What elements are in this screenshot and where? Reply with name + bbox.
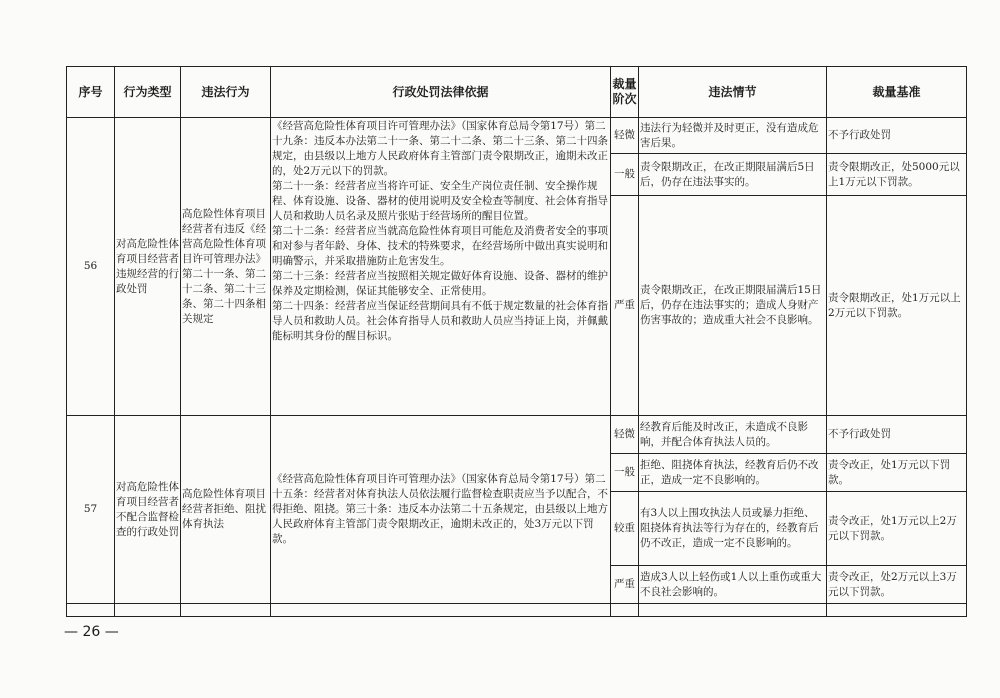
header-violation: 违法行为 (181, 67, 271, 118)
standard-cell: 责令限期改正，处1万元以上2万元以下罚款。 (827, 196, 967, 416)
table-row (67, 118, 967, 154)
header-standard: 裁量基准 (827, 67, 967, 118)
legal-paragraph: 第二十三条：经营者应当按照相关规定做好体育设施、设备、器材的维护保养及定期检测，保证其能够安全、正常使用。 (272, 270, 608, 297)
row-57-behavior-type: 对高危险性体育项目经营者不配合监督检查的行政处罚 (115, 416, 181, 604)
circumstance-cell: 拒绝、阻挠体育执法，经教育后仍不改正，造成一定不良影响的。 (639, 454, 827, 492)
circumstance-cell: 经教育后能及时改正，未造成不良影响，并配合体育执法人员的。 (639, 416, 827, 454)
level-cell: 一般 (611, 154, 639, 196)
level-cell: 轻微 (611, 416, 639, 454)
standard-cell: 责令改正，处2万元以上3万元以下罚款。 (827, 566, 967, 604)
table-header-row (67, 67, 967, 118)
level-cell: 一般 (611, 454, 639, 492)
legal-paragraph: 第二十二条：经营者应当就高危险性体育项目可能危及消费者安全的事项和对参与者年龄、身体、技术的特殊要求，在经营场所中做出真实说明和明确警示，并采取措施防止危害发生。 (272, 225, 608, 267)
standard-cell: 责令改正，处1万元以上2万元以下罚款。 (827, 492, 967, 566)
discretion-standard-table (66, 66, 967, 617)
table-row (67, 416, 967, 454)
level-cell: 严重 (611, 566, 639, 604)
circumstance-cell: 责令限期改正，在改正期限届满后5日后，仍存在违法事实的。 (639, 154, 827, 196)
empty-cell (827, 604, 967, 617)
standard-cell: 责令改正，处1万元以下罚款。 (827, 454, 967, 492)
empty-cell (639, 604, 827, 617)
circumstance-cell: 造成3人以上轻伤或1人以上重伤或重大不良社会影响的。 (639, 566, 827, 604)
standard-cell: 不予行政处罚 (827, 416, 967, 454)
page-number: — 26 — (64, 624, 119, 640)
level-cell: 严重 (611, 196, 639, 416)
standard-cell: 责令限期改正，处5000元以上1万元以下罚款。 (827, 154, 967, 196)
empty-cell (181, 604, 271, 617)
row-57-seq: 57 (67, 416, 115, 604)
row-57-violation: 高危险性体育项目经营者拒绝、阻扰体育执法 (181, 416, 271, 604)
header-circumstances: 违法情节 (639, 67, 827, 118)
level-cell: 较重 (611, 492, 639, 566)
header-legal-basis: 行政处罚法律依据 (271, 67, 611, 118)
row-56-violation: 高危险性体育项目经营者有违反《经营高危险性体育项目许可管理办法》第二十一条、第二十二条、第二十三条、第二十四条相关规定 (181, 118, 271, 416)
empty-cell (611, 604, 639, 617)
header-level: 裁量阶次 (611, 67, 639, 118)
circumstance-cell: 责令限期改正，在改正期限届满后15日后，仍存在违法事实的；造成人身财产伤害事故的；造成重大社会不良影响。 (639, 196, 827, 416)
circumstance-cell: 违法行为轻微并及时更正，没有造成危害后果。 (639, 118, 827, 154)
row-57-legal-basis: 《经营高危险性体育项目许可管理办法》（国家体育总局令第17号）第二十五条：经营者对体育执法人员依法履行监督检查职责应当予以配合，不得拒绝、阻挠。第三十条：违反本办法第二十五条规定，由县级以上地方人民政府体育主管部门责令限期改正，逾期未改正的，处3万元以下罚款。 (271, 416, 611, 604)
empty-cell (67, 604, 115, 617)
circumstance-cell: 有3人以上围攻执法人员或暴力拒绝、阻挠体育执法等行为存在的，经教育后仍不改正，造成一定不良影响的。 (639, 492, 827, 566)
legal-paragraph: 第二十一条：经营者应当将许可证、安全生产岗位责任制、安全操作规程、体育设施、设备、器材的使用说明及安全检查等制度、社会体育指导人员和救助人员名录及照片张贴于经营场所的醒目位置。 (272, 180, 608, 222)
empty-cell (115, 604, 181, 617)
row-56-legal-basis (271, 118, 611, 416)
empty-cell (271, 604, 611, 617)
row-56-seq: 56 (67, 118, 115, 416)
legal-paragraph: 第二十四条：经营者应当保证经营期间具有不低于规定数量的社会体育指导人员和救助人员。社会体育指导人员和救助人员应当持证上岗，并佩戴能标明其身份的醒目标识。 (272, 300, 608, 342)
header-seq: 序号 (67, 67, 115, 118)
legal-paragraph: 《经营高危险性体育项目许可管理办法》（国家体育总局令第17号）第二十九条：违反本办法第二十一条、第二十二条、第二十三条、第二十四条规定，由县级以上地方人民政府体育主管部门责令限期改正，逾期未改正的，处2万元以下的罚款。 (272, 120, 608, 177)
standard-cell: 不予行政处罚 (827, 118, 967, 154)
level-cell: 轻微 (611, 118, 639, 154)
header-behavior-type: 行为类型 (115, 67, 181, 118)
row-56-behavior-type: 对高危险性体育项目经营者违规经营的行政处罚 (115, 118, 181, 416)
table-row (67, 604, 967, 617)
